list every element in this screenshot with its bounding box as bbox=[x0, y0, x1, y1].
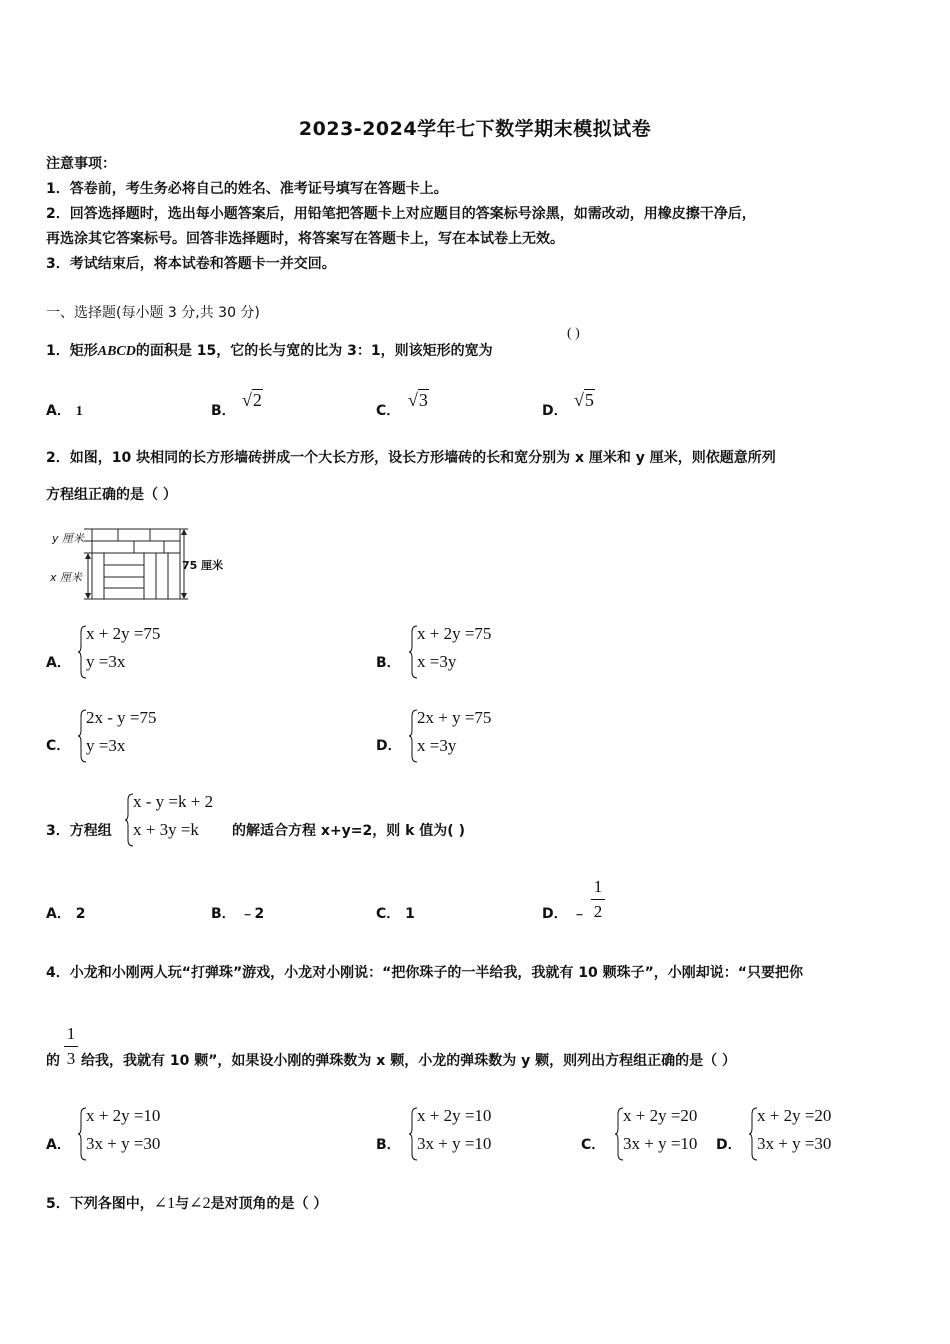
q1-paren: ( ) bbox=[567, 326, 580, 341]
q3-option-d[interactable]: D． ﹣ bbox=[542, 906, 587, 922]
q4-option-a-system: x + 2y =10 3x + y =30 bbox=[78, 1106, 198, 1162]
q2-option-c-system: 2x - y =75 y =3x bbox=[78, 708, 198, 764]
notice-item: 2．回答选择题时，选出每小题答案后，用铅笔把答题卡上对应题目的答案标号涂黑，如需改动，用橡皮擦干净后， bbox=[46, 206, 756, 222]
question-5: 5．下列各图中，∠1与∠2是对顶角的是（ ） bbox=[46, 1195, 328, 1212]
q1-option-c[interactable]: C． bbox=[376, 403, 401, 419]
question-1 bbox=[46, 340, 493, 360]
q3-option-b[interactable]: B． ﹣2 bbox=[211, 906, 265, 922]
q3-option-d-fraction: 1 2 bbox=[591, 877, 605, 922]
q1-sqrt-d: √5 bbox=[574, 390, 594, 410]
q2-option-d-label[interactable]: D． bbox=[376, 738, 402, 754]
q4-option-a-label[interactable]: A． bbox=[46, 1137, 71, 1153]
q1-sqrt-c: √3 bbox=[408, 390, 428, 410]
fig-height-label: 75 厘米 bbox=[182, 559, 224, 572]
q1-sqrt-b: √2 bbox=[242, 390, 262, 410]
question-4-line1: 4．小龙和小刚两人玩“打弹珠”游戏，小龙对小刚说：“把你珠子的一半给我，我就有 10 颗珠子”，小刚却说：“只要把你 bbox=[46, 965, 803, 981]
q4-option-c-system: x + 2y =20 3x + y =10 bbox=[615, 1106, 715, 1162]
question-2-line1: 2．如图，10 块相同的长方形墙砖拼成一个大长方形，设长方形墙砖的长和宽分别为 x 厘米和 y 厘米，则依题意所列 bbox=[46, 450, 776, 466]
q4-fraction: 1 3 bbox=[64, 1024, 78, 1069]
page-title: 2023-2024学年七下数学期末模拟试卷 bbox=[298, 118, 652, 140]
q2-option-a-label[interactable]: A． bbox=[46, 655, 71, 671]
q2-option-b-system: x + 2y =75 x =3y bbox=[409, 624, 529, 680]
q1-pre: 1．矩形 bbox=[46, 343, 98, 359]
q1-post: 的面积是 15，它的长与宽的比为 3：1，则该矩形的宽为 bbox=[135, 343, 493, 359]
q4-option-d-label[interactable]: D． bbox=[716, 1137, 742, 1153]
q2-option-a-system: x + 2y =75 y =3x bbox=[78, 624, 198, 680]
q2-option-d-system: 2x + y =75 x =3y bbox=[409, 708, 529, 764]
fig-x-label: x 厘米 bbox=[50, 571, 83, 584]
q1-option-d[interactable]: D． bbox=[542, 403, 568, 419]
q4-option-b-system: x + 2y =10 3x + y =10 bbox=[409, 1106, 529, 1162]
q4-option-c-label[interactable]: C． bbox=[581, 1137, 606, 1153]
brick-figure bbox=[46, 525, 236, 605]
question-2-line2: 方程组正确的是（ ） bbox=[46, 487, 177, 503]
q3-option-c[interactable]: C． 1 bbox=[376, 906, 415, 922]
q1-option-b[interactable]: B． bbox=[211, 403, 236, 419]
q2-option-c-label[interactable]: C． bbox=[46, 738, 71, 754]
q4-option-d-system: x + 2y =20 3x + y =30 bbox=[749, 1106, 859, 1162]
notice-heading: 注意事项： bbox=[46, 156, 116, 172]
q3-system: x - y =k + 2 x + 3y =k bbox=[125, 792, 235, 848]
notice-item: 再选涂其它答案标号。回答非选择题时，将答案写在答题卡上，写在本试卷上无效。 bbox=[46, 231, 564, 247]
notice-item: 1．答卷前，考生务必将自己的姓名、准考证号填写在答题卡上。 bbox=[46, 181, 448, 197]
q1-var: ABCD bbox=[97, 344, 136, 359]
question-4-pre2: 的 bbox=[46, 1053, 60, 1069]
q2-option-b-label[interactable]: B． bbox=[376, 655, 401, 671]
q1-option-a[interactable]: A． 1 bbox=[46, 403, 83, 419]
fig-y-label: y 厘米 bbox=[52, 532, 85, 545]
question-3-pre: 3．方程组 bbox=[46, 823, 112, 839]
section-heading: 一、选择题(每小题 3 分,共 30 分) bbox=[46, 305, 260, 321]
question-3-post: 的解适合方程 x+y=2，则 k 值为( ) bbox=[232, 823, 465, 839]
q4-option-b-label[interactable]: B． bbox=[376, 1137, 401, 1153]
notice-item: 3．考试结束后，将本试卷和答题卡一并交回。 bbox=[46, 256, 336, 272]
q3-option-a[interactable]: A． 2 bbox=[46, 906, 86, 922]
question-4-line2: 给我，我就有 10 颗”，如果设小刚的弹珠数为 x 颗，小龙的弹珠数为 y 颗，则列出方程组正确的是（ ） bbox=[81, 1053, 736, 1069]
